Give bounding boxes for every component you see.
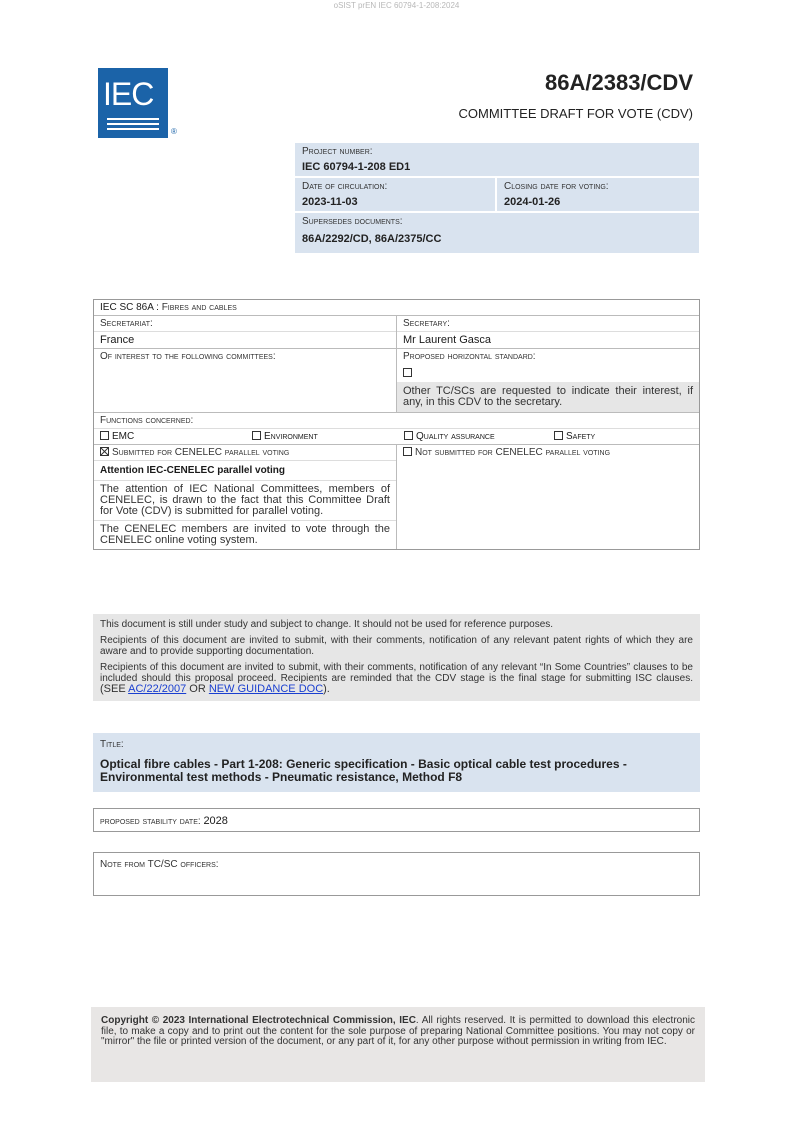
watermark: oSIST prEN IEC 60794-1-208:2024 [333,1,460,10]
secretariat-value: France [94,331,396,348]
registered-mark: ® [171,127,177,136]
submitted-cell [94,445,397,549]
not-submitted-label: Not submitted for CENELEC parallel voting [415,447,611,458]
document-id: 86A/2383/CDV [545,70,693,95]
notice-panel [93,614,700,701]
notice-paragraph-2: Recipients of this document are invited to submit, with their comments, notification of any relevant patent rights of which they are aware and to provide supporting documentation. [100,635,693,657]
link-new-guidance-doc[interactable]: NEW GUIDANCE DOC [208,683,324,695]
function-environment[interactable] [252,431,404,442]
function-safety-label: Safety [566,431,596,442]
stability-value: 2028 [203,815,228,827]
circulation-date: 2023-11-03 [302,196,358,208]
secretary-label: Secretary: [403,318,450,329]
interest-cell [94,349,397,412]
see-or: OR [186,683,209,695]
project-panel [295,143,699,253]
circulation-label: Date of circulation: [302,181,388,192]
officers-note-box [93,852,700,896]
project-number: IEC 60794-1-208 ED1 [302,161,411,173]
committee-name: Fibres and cables [161,302,237,313]
committee-prefix: IEC SC 86A : [100,302,162,313]
checkbox-empty-icon[interactable] [403,368,412,377]
committee-title [94,300,243,315]
notice-paragraph-3-text: Recipients of this document are invited to submit, with their comments, notification of any relevant “In Some Countries” clauses to be included should this proposal proceed. Recipients are reminded that the CDV stage is the final stage for submitting ISC clauses. [100,662,693,684]
function-safety[interactable] [554,431,595,442]
function-emc[interactable] [100,431,252,442]
not-submitted-cell [397,445,699,549]
function-quality-assurance[interactable] [404,431,554,442]
closing-cell [497,178,699,211]
cenelec-row [94,445,699,549]
copyright-rest: . All rights reserved. It is permitted to download this electronic file, to make a copy and to print out the content for the sole purpose of preparing National Committee positions. You may not copy or "mirror" the file or printed version of the document, or any part of it, for any other purpose without permission in writing from IEC. [101,1015,695,1047]
attention-paragraph-2: The CENELEC members are invited to vote through the CENELEC online voting system. [94,520,396,549]
secretariat-label: Secretariat: [100,318,153,329]
copyright-notice [91,1007,705,1082]
horizontal-checkbox-line [397,364,699,382]
title-panel [93,733,700,792]
project-number-row [295,143,699,178]
function-quality-label: Quality assurance [416,431,495,442]
checkbox-empty-icon[interactable] [252,431,261,440]
checkbox-checked-icon[interactable] [100,447,109,456]
project-number-label: Project number: [302,146,373,157]
iec-logo-text: IEC [103,76,154,112]
officers-note-label: Note from TC/SC officers: [100,859,219,870]
supersedes-value: 86A/2292/CD, 86A/2375/CC [302,233,442,245]
function-emc-label: EMC [112,431,135,442]
functions-options [94,428,699,444]
closing-date: 2024-01-26 [504,196,561,208]
functions-row [94,413,699,445]
committee-row [94,300,699,316]
horizontal-cell [397,349,699,412]
supersedes-row [295,213,699,253]
interest-label: Of interest to the following committees: [100,351,276,362]
secretary-cell [397,316,699,348]
checkbox-empty-icon[interactable] [554,431,563,440]
iec-logo [98,68,168,140]
document-title: Optical fibre cables - Part 1-208: Generic specification - Basic optical cable test procedures - Environmental test methods - Pneumatic resistance, Method F8 [100,757,627,784]
circulation-cell [295,178,497,211]
checkbox-empty-icon[interactable] [404,431,413,440]
secretariat-row [94,316,699,349]
notice-paragraph-3 [100,662,693,695]
not-submitted-option[interactable] [397,445,699,460]
secretary-value: Mr Laurent Gasca [397,331,699,348]
submitted-label: Submitted for CENELEC parallel voting [112,447,290,458]
attention-paragraph-1: The attention of IEC National Committees, members of CENELEC, is drawn to the fact that this Committee Draft for Vote (CDV) is submitted for parallel voting. [94,480,396,520]
horizontal-note: Other TC/SCs are requested to indicate their interest, if any, in this CDV to the secretary. [397,382,699,412]
attention-title: Attention IEC-CENELEC parallel voting [94,460,396,480]
checkbox-empty-icon[interactable] [403,447,412,456]
link-ac-22-2007[interactable]: AC/22/2007 [128,683,187,695]
secretariat-cell [94,316,397,348]
submitted-option[interactable] [94,445,396,460]
interest-row [94,349,699,413]
notice-paragraph-1: This document is still under study and subject to change. It should not be used for reference purposes. [100,619,554,630]
iec-logo-lines [107,118,159,133]
checkbox-empty-icon[interactable] [100,431,109,440]
committee-info-table [93,299,700,550]
dates-row [295,178,699,213]
function-environment-label: Environment [264,431,318,442]
see-suffix: ). [323,683,330,695]
document-type: COMMITTEE DRAFT FOR VOTE (CDV) [458,106,693,121]
functions-label: Functions concerned: [100,415,194,426]
stability-date-box [93,808,700,832]
horizontal-label: Proposed horizontal standard: [403,351,536,362]
supersedes-label: Supersedes documents: [302,216,403,227]
see-prefix: (SEE [100,683,129,695]
title-label: Title: [100,739,124,750]
closing-label: Closing date for voting: [504,181,609,192]
stability-label: proposed stability date: [100,816,204,827]
copyright-bold: Copyright © 2023 International Electrotechnical Commission, IEC [101,1015,416,1026]
